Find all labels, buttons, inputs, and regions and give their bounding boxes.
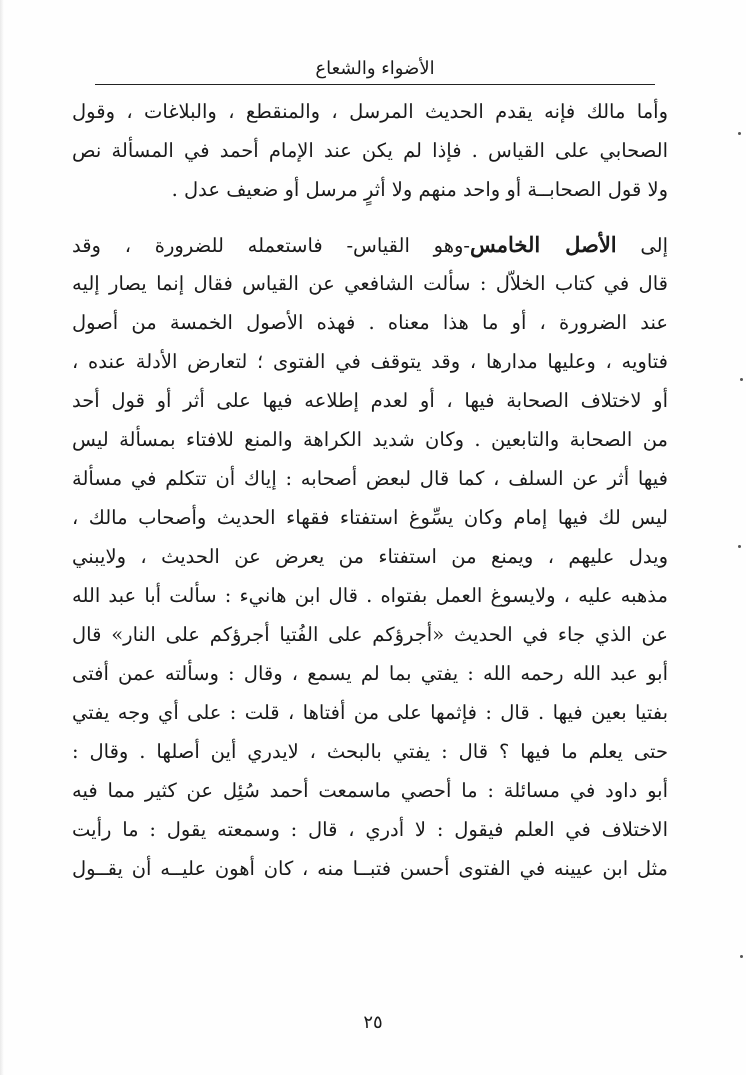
scan-speck bbox=[740, 378, 743, 381]
text-line: قال في كتاب الخلاّل : سألت الشافعي عن القياس فقال إنما يصار إليه bbox=[72, 272, 668, 295]
text-line: أبو عبد الله رحمه الله : يفتي بما لم يسمع ، وقال : وسألته عمن أفتى bbox=[72, 662, 668, 685]
body-text bbox=[72, 92, 668, 888]
text-line: الصحابي على القياس . فإذا لم يكن عند الإمام أحمد في المسألة نص bbox=[72, 139, 668, 162]
text-line: بفتيا بعين فيها . قال : فإثمها على من أفتاها ، قلت : على أي وجه يفتي bbox=[72, 701, 668, 724]
text-line: عند الضرورة ، أو ما هذا معناه . فهذه الأصول الخمسة من أصول bbox=[72, 311, 668, 334]
text-line: ويدل عليهم ، ويمنع من استفتاء من يعرض عن الحديث ، ولايبني bbox=[72, 545, 668, 568]
text-line: ليس لك فيها إمام وكان يسِّوغ استفتاء فقهاء الحديث وأصحاب مالك ، bbox=[72, 506, 668, 529]
scan-speck bbox=[738, 132, 741, 135]
section-heading-fifth-principle: الأصل الخامس bbox=[470, 232, 617, 257]
page-edge-shadow bbox=[0, 0, 4, 1075]
text-line: مثل ابن عيينه في الفتوى أحسن فتبــا منه ، كان أهون عليــه أن يقــول bbox=[72, 857, 668, 880]
text-line: عن الذي جاء في الحديث «أجرؤكم على الفُتيا أجرؤكم على النار» قال bbox=[72, 623, 668, 646]
page-number: ٢٥ bbox=[363, 1012, 383, 1033]
text-line: أبو داود في مسائلة : ما أحصي ماسمعت أحمد سُئِل عن كثير مما فيه bbox=[72, 779, 668, 802]
paragraph-intro-line bbox=[72, 225, 668, 264]
text-line: وأما مالك فإنه يقدم الحديث المرسل ، والمنقطع ، والبلاغات ، وقول bbox=[72, 100, 668, 123]
text-line: ولا قول الصحابــة أو واحد منهم ولا أثرٍ مرسل أو ضعيف عدل . bbox=[171, 178, 668, 201]
scan-speck bbox=[740, 955, 743, 958]
text-line: حتى يعلم ما فيها ؟ قال : يفتي بالبحث ، لايدري أين أصلها . وقال : bbox=[72, 740, 668, 763]
text-line: مذهبه عليه ، ولايسوغ العمل بفتواه . قال ابن هانيء : سألت أبا عبد الله bbox=[72, 584, 668, 607]
text-line: من الصحابة والتابعين . وكان شديد الكراهة والمنع للافتاء بمسألة ليس bbox=[72, 428, 668, 451]
intro-prefix: إلى bbox=[616, 234, 668, 257]
intro-rest: -وهو القياس- فاستعمله للضرورة ، وقد bbox=[72, 234, 471, 257]
text-line: فتاويه ، وعليها مدارها ، وقد يتوقف في الفتوى ؛ لتعارض الأدلة عنده ، bbox=[72, 350, 668, 373]
text-line: الاختلاف في العلم فيقول : لا أدري ، قال : وسمعته يقول : ما رأيت bbox=[72, 818, 668, 841]
text-line: أو لاختلاف الصحابة فيها ، أو لعدم إطلاعه فيها على أثر أو قول أحد bbox=[72, 389, 668, 412]
text-line: فيها أثر عن السلف ، كما قال لبعض أصحابه : إياك أن تتكلم في مسألة bbox=[72, 467, 668, 490]
header-rule bbox=[95, 84, 655, 85]
running-header: الأضواء والشعاع bbox=[315, 58, 435, 79]
scan-speck bbox=[738, 545, 741, 548]
